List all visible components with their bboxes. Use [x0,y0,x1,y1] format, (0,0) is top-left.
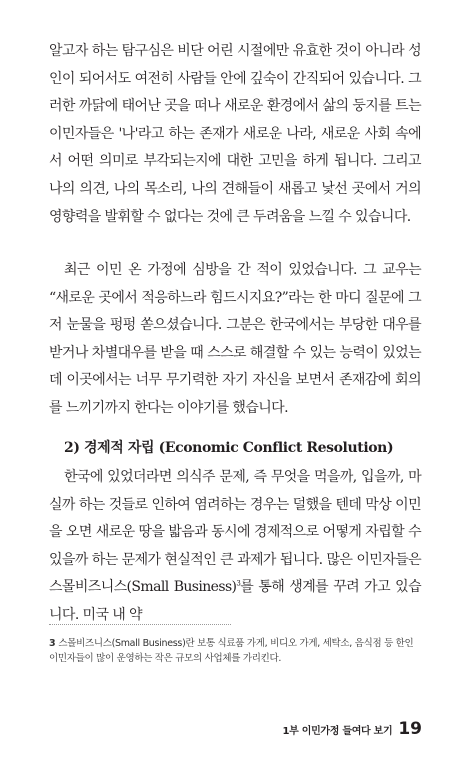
footnote [49,636,421,666]
page-number: 19 [398,719,422,739]
footnote-text: 스몰비즈니스(Small Business)란 보통 식료품 가게, 비디오 가게, 세탁소, 음식점 등 한인 이민자들이 많이 운영하는 작은 규모의 사업체를 가리킨다. [49,638,414,664]
body-paragraph-1: 알고자 하는 탐구심은 비단 어린 시절에만 유효한 것이 아니라 성인이 되어서도 여전히 사람들 안에 깊숙이 간직되어 있습니다. 그러한 까닭에 태어난 곳을 떠나 새로운 환경에서 삶의 둥지를 트는 이민자들은 '나'라고 하는 존재가 새로운 나라, 새로운 사회 속에서 어떤 의미로 부각되는지에 대한 고민을 하게 됩니다. 그리고 나의 의견, 나의 목소리, 나의 견해들이 새롭고 낯선 곳에서 거의 영향력을 발휘할 수 없다는 것에 큰 두려움을 느낄 수 있습니다. [49,43,421,225]
footnote-number: 3 [49,638,56,649]
page-footer [283,719,422,739]
paragraph-3-text: 한국에 있었더라면 의식주 문제, 즉 무엇을 먹을까, 입을까, 마실까 하는 것들로 인하여 염려하는 경우는 덜했을 텐데 막상 이민을 오면 새로운 땅을 밟음과 동시에 경제적으로 어떻게 자립할 수 있을까 하는 문제가 현실적인 큰 과제가 됩니다. 많은 이민자들은 스몰비즈니스(Small Business) [49,469,421,596]
paragraph-3-tail: 를 통해 생계를 꾸려 가고 있습니다. 미국 내 약 [49,579,421,623]
body-paragraph-2: 최근 이민 온 가정에 심방을 간 적이 있었습니다. 그 교우는 “새로운 곳에서 적응하느라 힘드시지요?”라는 한 마디 질문에 그저 눈물을 펑펑 쏟으셨습니다. 그분은 한국에서는 부당한 대우를 받거나 차별대우를 받을 때 스스로 해결할 수 있는 능력이 있었는데 이곳에서는 너무 무기력한 자기 자신을 보면서 존재감에 회의를 느끼기까지 한다는 이야기를 했습니다. [49,262,421,416]
footnote-reference[interactable]: 3 [236,579,241,588]
running-footer-title: 1부 이민가정 들여다 보기 [282,726,393,737]
section-heading: 2) 경제적 자립 (Economic Conflict Resolution) [64,440,394,456]
footnote-divider [49,624,231,625]
body-paragraph-3 [49,464,421,630]
